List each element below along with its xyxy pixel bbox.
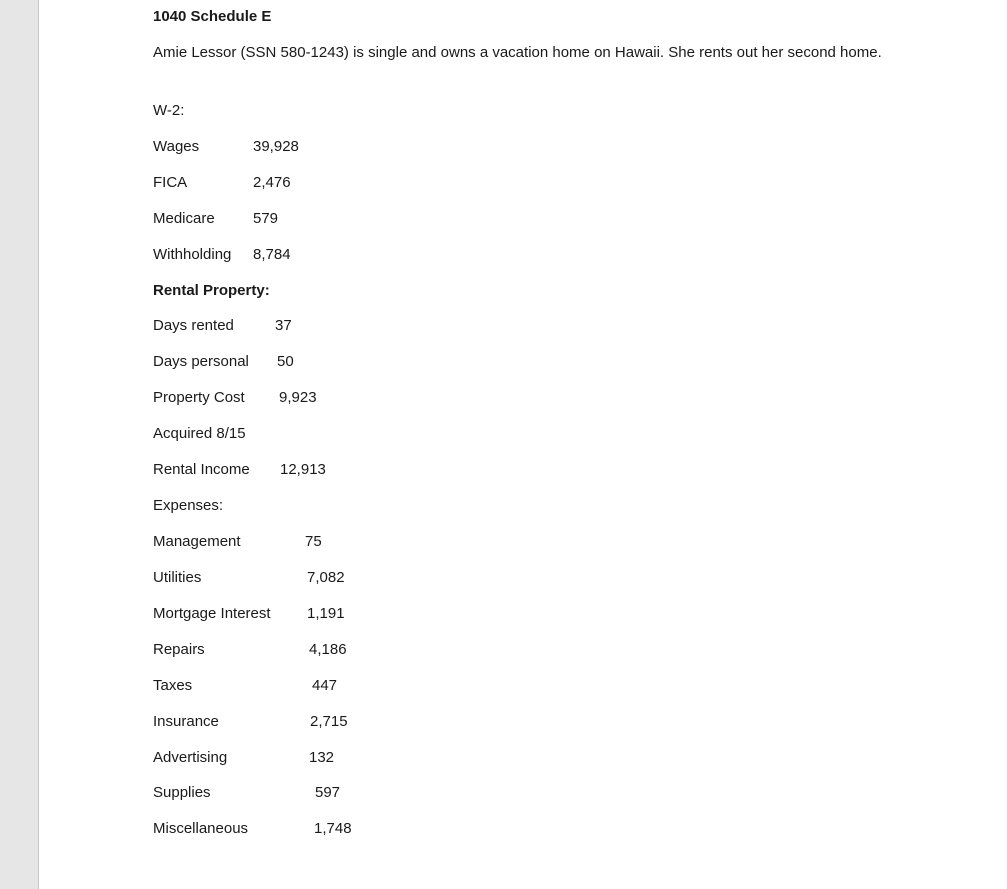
rental-heading: Rental Property: [153, 282, 270, 299]
document-page [39, 0, 1007, 889]
document-left-margin [0, 0, 39, 889]
rental-label: Property Cost [153, 389, 245, 406]
w2-heading: W-2: [153, 102, 185, 119]
expense-label: Taxes [153, 677, 193, 694]
expense-label: Miscellaneous [153, 820, 249, 837]
expense-label: Mortgage Interest [153, 605, 271, 622]
expense-value: 132 [309, 749, 335, 766]
w2-value: 2,476 [253, 174, 291, 191]
expense-value: 7,082 [307, 569, 345, 586]
rental-value: 50 [277, 353, 294, 370]
expense-value: 1,748 [314, 820, 352, 837]
expense-label: Supplies [153, 784, 211, 801]
expense-value: 447 [312, 677, 338, 694]
w2-label: Withholding [153, 246, 232, 263]
rental-label: Days personal [153, 353, 249, 370]
intro-paragraph: Amie Lessor (SSN 580-1243) is single and owns a vacation home on Hawaii. She rents out her second home. [153, 44, 882, 61]
expense-label: Management [153, 533, 241, 550]
rental-label: Acquired 8/15 [153, 425, 246, 442]
expense-value: 597 [315, 784, 341, 801]
expense-value: 2,715 [310, 713, 348, 730]
rental-label: Days rented [153, 317, 234, 334]
w2-label: Wages [153, 138, 200, 155]
rental-value: 9,923 [279, 389, 317, 406]
w2-value: 39,928 [253, 138, 299, 155]
expense-value: 1,191 [307, 605, 345, 622]
rental-value: 37 [275, 317, 292, 334]
expense-value: 4,186 [309, 641, 347, 658]
document-title: 1040 Schedule E [153, 8, 272, 25]
rental-label: Rental Income [153, 461, 250, 478]
expense-label: Repairs [153, 641, 205, 658]
w2-value: 579 [253, 210, 279, 227]
w2-value: 8,784 [253, 246, 291, 263]
rental-value: 12,913 [280, 461, 326, 478]
w2-label: FICA [153, 174, 188, 191]
expense-label: Insurance [153, 713, 219, 730]
expense-label: Utilities [153, 569, 202, 586]
w2-label: Medicare [153, 210, 215, 227]
expense-value: 75 [305, 533, 322, 550]
expenses-heading: Expenses: [153, 497, 224, 514]
expense-label: Advertising [153, 749, 228, 766]
